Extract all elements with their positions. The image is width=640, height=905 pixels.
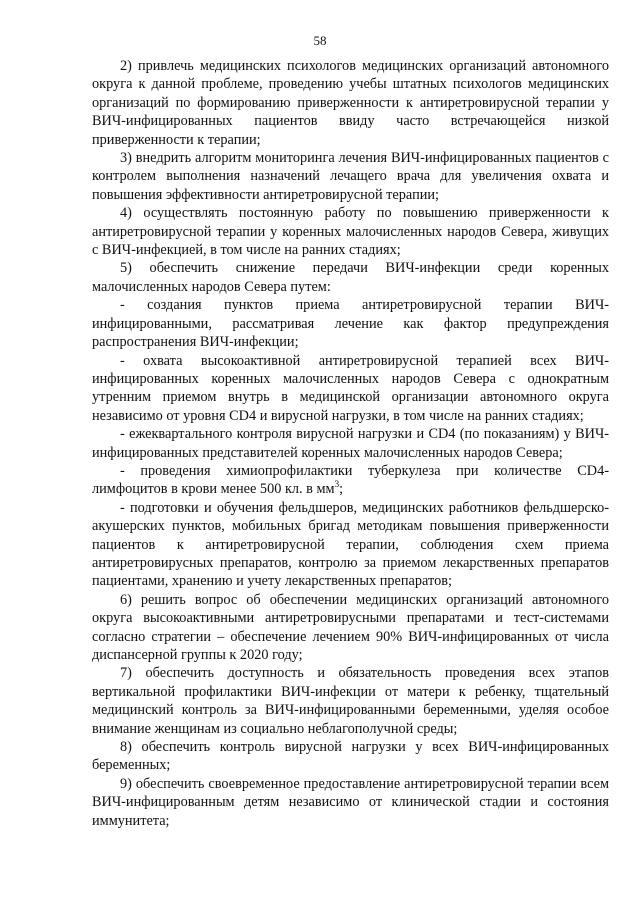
subitem-haart-coverage: - охвата высокоактивной антиретровирусной терапией всех ВИЧ-инфицированных коренных малочисленных народов Севера с однократным утренним приемом внутрь в медицинской организации автономного округа независимо от уровня CD4 и вирусной нагрузки, в том числе на ранних стадиях; [92,352,609,424]
subitem-treatment-points: - создания пунктов приема антиретровирусной терапии ВИЧ-инфицированными, рассматривая лечение как фактор предупреждения распространения ВИЧ-инфекции; [92,297,609,351]
subitem-viral-load-control: - ежеквартального контроля вирусной нагрузки и CD4 (по показаниям) у ВИЧ-инфицированных представителей коренных малочисленных народов Севера; [92,426,609,461]
paragraph-item-7: 7) обеспечить доступность и обязательность проведения всех этапов вертикальной профилактики ВИЧ-инфекции от матери к ребенку, тщательный медицинский контроль за ВИЧ-инфицированными беременными, уделяя особое внимание женщинам из социально неблагополучной среды; [92,665,609,737]
paragraph-item-9: 9) обеспечить своевременное предоставление антиретровирусной терапии всем ВИЧ-инфицированным детям независимо от клинической стадии и состояния иммунитета; [92,775,609,829]
paragraph-item-6: 6) решить вопрос об обеспечении медицинских организаций автономного округа высокоактивными антиретровирусными препаратами и тест-системами согласно стратегии – обеспечение лечением 90% ВИЧ-инфицированных от числа диспансерной группы к 2020 году; [92,591,609,663]
paragraph-item-4: 4) осуществлять постоянную работу по повышению приверженности к антиретровирусной терапии у коренных малочисленных народов Севера, живущих с ВИЧ-инфекцией, в том числе на ранних стадиях; [92,205,609,259]
subitem-tb-tail: ; [339,481,344,498]
paragraph-item-5: 5) обеспечить снижение передачи ВИЧ-инфекции среди коренных малочисленных народов Севера путем: [92,260,609,295]
page-number: 58 [313,33,327,48]
superscript-cubed: 3 [334,479,340,490]
subitem-tb-chemoprophylaxis [92,462,609,499]
subitem-tb-text: - проведения химиопрофилактики туберкулеза при количестве CD4-лимфоцитов в крови менее 500 кл. в мм [92,462,609,498]
paragraph-item-2: 2) привлечь медицинских психологов медицинских организаций автономного округа к данной проблеме, проведению учебы штатных психологов медицинских организаций по формированию приверженности к антиретровирусной терапии у ВИЧ-инфицированных пациентов ввиду часто встречающейся низкой приверженности к терапии; [92,58,609,148]
paragraph-item-3: 3) внедрить алгоритм мониторинга лечения ВИЧ-инфицированных пациентов с контролем выполнения назначений лечащего врача для увеличения охвата и повышения эффективности антиретровирусной терапии; [92,150,609,203]
paragraph-item-8: 8) обеспечить контроль вирусной нагрузки у всех ВИЧ-инфицированных беременных; [92,739,609,774]
subitem-staff-training: - подготовки и обучения фельдшеров, медицинских работников фельдшерско-акушерских пунктов, мобильных бригад методикам повышения приверженности пациентов к антиретровирусной терапии, соблюдения схем приема антиретровирусных препаратов, контролю за приемом лекарственных препаратов пациентами, хранению и учету лекарственных препаратов; [92,499,609,590]
document-body [92,57,609,830]
